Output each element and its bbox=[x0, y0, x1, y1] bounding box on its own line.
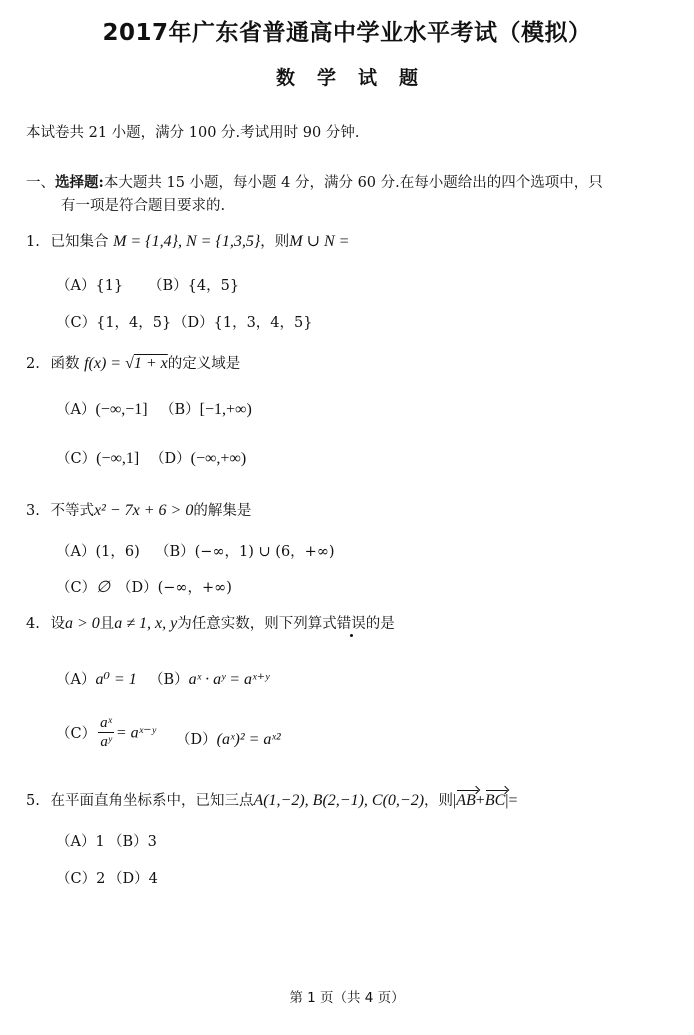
q2-option-a bbox=[56, 398, 148, 419]
option-label: （B） bbox=[149, 672, 189, 688]
question-4 bbox=[26, 612, 395, 633]
question-text-2: ，则 bbox=[260, 234, 290, 250]
option-label: （A） bbox=[56, 672, 96, 688]
question-text-2: ，则 bbox=[424, 793, 454, 809]
option-label: （A） bbox=[56, 402, 96, 418]
q1-option-a: （A）{1} bbox=[56, 278, 124, 294]
fraction-denominator: aʸ bbox=[100, 734, 112, 750]
option-label: （D） bbox=[150, 451, 191, 467]
question-text: 不等式 bbox=[50, 503, 94, 519]
question-3 bbox=[26, 499, 251, 520]
question-1 bbox=[26, 230, 349, 251]
question-5 bbox=[26, 789, 518, 810]
section-number: 一、 bbox=[26, 175, 55, 191]
question-number: 3. bbox=[26, 503, 40, 519]
q5-option-b: （B）3 bbox=[108, 834, 157, 850]
q4-option-c bbox=[56, 714, 156, 751]
q1-option-b: （B）{4，5} bbox=[148, 278, 240, 294]
option-value: aˣ · aʸ = aˣ⁺ʸ bbox=[188, 671, 270, 688]
section-desc-line2: 有一项是符合题目要求的. bbox=[61, 198, 226, 214]
option-value: (aˣ)² = aˣ² bbox=[216, 731, 281, 748]
question-math: A(1,−2), B(2,−1), C(0,−2) bbox=[253, 792, 425, 809]
fraction bbox=[98, 714, 114, 751]
vector-bc: BC bbox=[484, 792, 506, 809]
question-text-3: 为任意实数，则下列算式 bbox=[177, 616, 337, 632]
option-label: （C） bbox=[56, 451, 97, 467]
option-value: a⁰ = 1 bbox=[95, 671, 137, 688]
q3-option-a: （A）(1，6) bbox=[56, 544, 140, 560]
q5-option-d: （D）4 bbox=[108, 871, 158, 887]
emphasis-text: 错误 bbox=[336, 616, 366, 632]
option-value: [−1,+∞) bbox=[199, 401, 252, 418]
option-value: (−∞,−1] bbox=[95, 401, 148, 418]
option-value: (−∞,1] bbox=[96, 450, 140, 467]
q2-option-d bbox=[150, 447, 246, 468]
option-value: = aˣ⁻ʸ bbox=[115, 724, 156, 742]
fraction-numerator: aˣ bbox=[100, 715, 112, 731]
q4-option-d bbox=[176, 728, 281, 749]
intro-text: 本试卷共 21 小题，满分 100 分.考试用时 90 分钟. bbox=[26, 125, 360, 141]
q3-option-c bbox=[56, 576, 110, 597]
question-math-2: a ≠ 1, x, y bbox=[114, 615, 178, 632]
question-number: 2. bbox=[26, 356, 40, 372]
sqrt-sign: √ bbox=[125, 355, 134, 372]
option-label: （C） bbox=[56, 580, 97, 596]
q3-option-d: （D）(−∞，+∞) bbox=[117, 580, 232, 596]
q2-option-c bbox=[56, 447, 139, 468]
plus-sign: + bbox=[475, 792, 485, 809]
question-math-lhs: f(x) = bbox=[84, 355, 126, 372]
question-math: x² − 7x + 6 > 0 bbox=[93, 502, 194, 519]
question-number: 1. bbox=[26, 234, 40, 250]
q4-option-b bbox=[149, 668, 269, 689]
q2-option-b bbox=[160, 398, 252, 419]
question-2 bbox=[26, 352, 240, 373]
question-number: 4. bbox=[26, 616, 40, 632]
option-label: （D） bbox=[176, 732, 217, 748]
question-math: M = {1,4}, N = {1,3,5} bbox=[113, 233, 261, 250]
page-footer: 第 1 页（共 4 页） bbox=[289, 990, 405, 1006]
question-text: 设 bbox=[50, 616, 65, 632]
q5-option-c: （C）2 bbox=[56, 871, 106, 887]
q3-option-b: （B）(−∞，1) ∪ (6，+∞) bbox=[155, 544, 335, 560]
option-value: ∅ bbox=[96, 579, 111, 596]
q4-option-a bbox=[56, 668, 137, 689]
q1-option-c: （C）{1，4，5} bbox=[56, 315, 172, 331]
section-name: 选择题: bbox=[55, 174, 104, 191]
question-text: 在平面直角坐标系中，已知三点 bbox=[50, 793, 254, 809]
question-text-4: 的是 bbox=[365, 616, 395, 632]
section-heading bbox=[26, 171, 603, 192]
option-label: （B） bbox=[160, 402, 200, 418]
option-label: （C） bbox=[56, 726, 97, 742]
question-text-2: 且 bbox=[99, 616, 115, 632]
q1-option-d: （D）{1，3，4，5} bbox=[173, 315, 313, 331]
abs-bar-left: | bbox=[453, 792, 457, 809]
section-desc-line1: 本大题共 15 小题，每小题 4 分，满分 60 分.在每小题给出的四个选项中，只 bbox=[103, 175, 603, 191]
vector-ab: AB bbox=[456, 792, 476, 809]
question-math-radicand: 1 + x bbox=[133, 355, 168, 372]
question-text-2: 的解集是 bbox=[193, 503, 252, 519]
question-text: 函数 bbox=[50, 356, 80, 372]
abs-bar-right: |= bbox=[505, 792, 518, 809]
question-number: 5. bbox=[26, 793, 40, 809]
exam-title: 2017年广东省普通高中学业水平考试（模拟） bbox=[102, 20, 592, 46]
q5-option-a: （A）1 bbox=[56, 834, 105, 850]
exam-subtitle: 数学试题 bbox=[275, 67, 440, 89]
question-math-2: M ∪ N = bbox=[289, 233, 350, 250]
question-math: a > 0 bbox=[64, 615, 100, 632]
question-text-2: 的定义域是 bbox=[167, 356, 241, 372]
option-value: (−∞,+∞) bbox=[190, 450, 247, 467]
question-text: 已知集合 bbox=[50, 234, 109, 250]
